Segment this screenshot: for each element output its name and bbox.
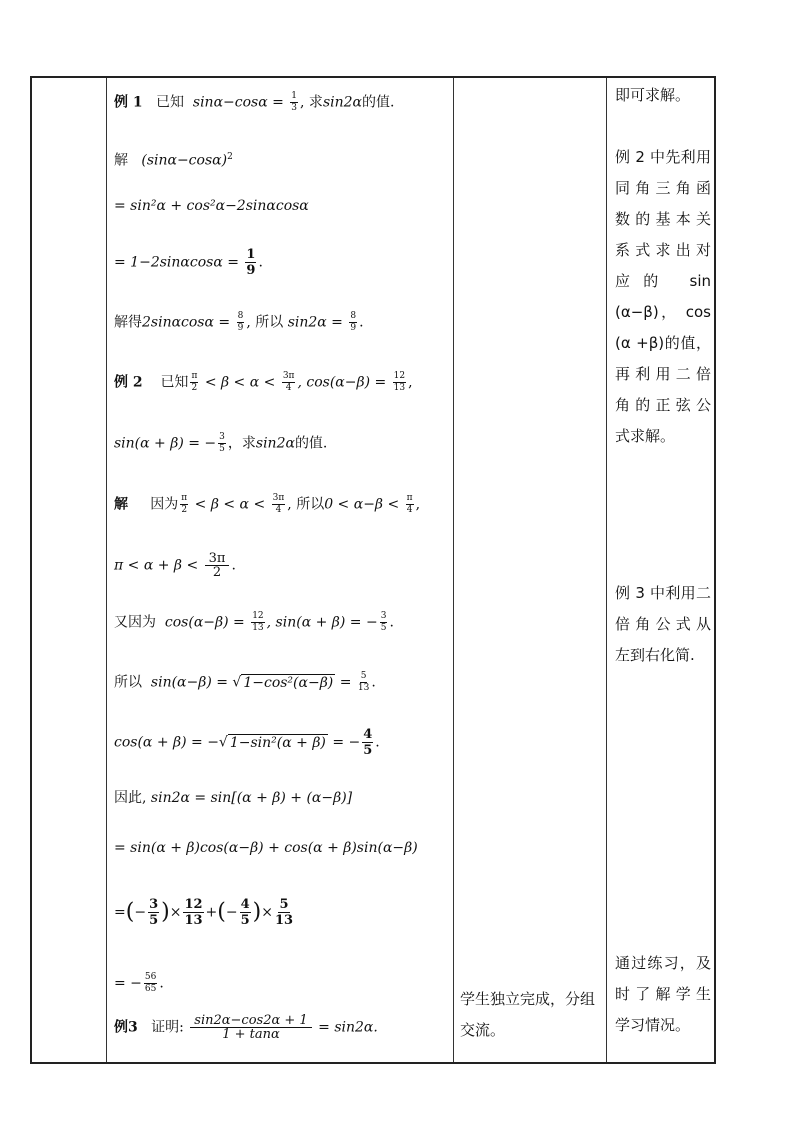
example-1-label: 例 1 <box>114 94 143 111</box>
note-1: 即可求解。 <box>615 86 691 104</box>
solution-1-line-4: 解得2sinαcosα = $\frac{8}{9}$ , 所以 sin2α = $\frac{8}{9}$ . <box>114 311 364 333</box>
example-3: 例3 证明: $\frac{\sin 2\alpha-\cos 2\alpha + 1}{1 + \tan\alpha}$ = sin2α. <box>114 1013 378 1042</box>
solution-2-line-6: 因此, sin2α = sin[(α + β) + (α−β)] <box>114 790 353 806</box>
example-2-line-1: 例 2 已知 $\frac{\pi}{2}$ < β < α < $\frac{3\pi}{4}$ , cos(α−β) = $\frac{12}{13}$ , <box>114 371 413 393</box>
solution-2-line-7: = sin(α + β)cos(α−β) + cos(α + β)sin(α−β) <box>114 840 418 856</box>
solution-1-line-2: = sin²α + cos²α−2sinαcosα <box>114 198 309 214</box>
note-2: 例 2 中先利用 同角三角函 数的基本关 系式求出对 应的 sin (α−β)， cos (α +β)的值， 再利用二倍 角的正弦公 式求解。 <box>615 148 711 445</box>
column-divider-1 <box>106 78 107 1062</box>
student-activity: 学生独立完成，分组 交流。 <box>460 990 596 1039</box>
example-2-line-2: sin(α + β) = − $\frac{3}{5}$ ，求sin2α的值. <box>114 432 328 454</box>
solution-2-line-5: cos(α + β) = −√ 1−sin²(α + β) = − $\frac{4}{5}$ . <box>114 727 380 758</box>
solution-2-line-4: 所以 sin(α−β) = √ 1−cos²(α−β) = $\frac{5}{13}$ . <box>114 671 376 693</box>
solution-2-line-8: =(− $\frac{3}{5}$ )× $\frac{12}{13}$ +(− $\frac{4}{5}$ )× $\frac{5}{13}$ <box>114 897 294 928</box>
solution-2-result: = − $\frac{56}{65}$ . <box>114 972 164 994</box>
column-divider-3 <box>606 78 607 1062</box>
solution-2-line-2: π < α + β < $\frac{3\pi}{2}$ . <box>114 551 236 580</box>
example-1: 例 1 已知 sinα−cosα = $\frac{1}{3}$ , 求sin2α的值. <box>114 91 395 113</box>
column-divider-2 <box>453 78 454 1062</box>
solution-2-line-1: 解 因为 $\frac{\pi}{2}$ < β < α < $\frac{3\pi}{4}$ , 所以0 < α−β < $\frac{\pi}{4}$ , <box>114 493 421 515</box>
lesson-table <box>30 76 716 1064</box>
solution-2-line-3: 又因为 cos(α−β) = $\frac{12}{13}$ , sin(α + β) = − $\frac{3}{5}$ . <box>114 611 394 633</box>
note-3: 例 3 中利用二 倍角公式从 左到右化简. <box>615 584 711 664</box>
note-4: 通过练习，及 时了解学生 学习情况。 <box>615 954 711 1034</box>
solution-1-line-1: 解 $(\sin\alpha-\cos\alpha)^2$ <box>114 152 233 169</box>
solution-1-line-3: = 1−2sinαcosα = $\frac{1}{9}$ . <box>114 247 263 278</box>
